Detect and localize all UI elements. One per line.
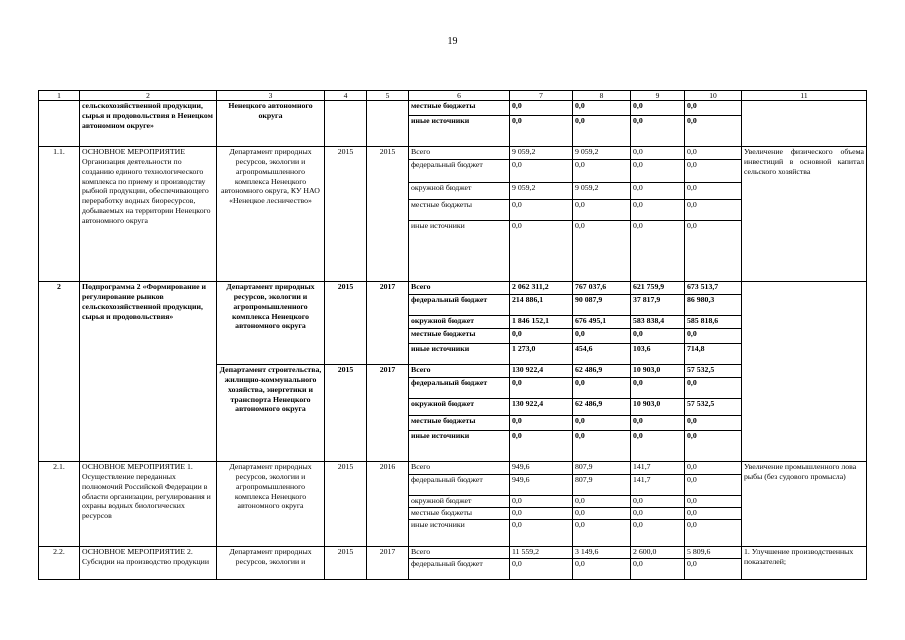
amount-cell: 214 886,1 xyxy=(510,295,573,316)
amount-cell: 1 846 152,1 xyxy=(510,316,573,329)
start-year-cell: 2015 xyxy=(325,282,367,365)
amount-cell: 0,0 xyxy=(510,101,573,116)
end-year-cell xyxy=(367,101,409,147)
header-cell: 6 xyxy=(409,91,510,101)
executor-cell: Ненецкого автономного округа xyxy=(217,101,325,147)
start-year-cell: 2015 xyxy=(325,365,367,462)
funding-source-cell: Всего xyxy=(409,147,510,160)
table-row xyxy=(39,101,867,116)
event-name-cell: ОСНОВНОЕ МЕРОПРИЯТИЕ Организация деятельности по созданию единого технологического комплекса по приему и производству рыбной продукции, обеспечивающего переработку водных биоресурсов, добываемых на территории Ненецкого автономного округа xyxy=(80,147,217,282)
amount-cell: 130 922,4 xyxy=(510,399,573,416)
amount-cell: 807,9 xyxy=(573,462,631,475)
amount-cell: 0,0 xyxy=(685,508,742,520)
end-year-cell: 2016 xyxy=(367,462,409,547)
amount-cell: 0,0 xyxy=(631,416,685,431)
header-row xyxy=(39,91,867,101)
funding-source-cell: иные источники xyxy=(409,431,510,462)
amount-cell: 0,0 xyxy=(631,329,685,344)
funding-source-cell: иные источники xyxy=(409,344,510,365)
amount-cell: 676 495,1 xyxy=(573,316,631,329)
funding-source-cell: Всего xyxy=(409,365,510,378)
amount-cell: 767 037,6 xyxy=(573,282,631,295)
funding-source-cell: Всего xyxy=(409,547,510,559)
row-number-cell: 2.1. xyxy=(39,462,80,547)
amount-cell: 0,0 xyxy=(631,183,685,200)
amount-cell: 2 600,0 xyxy=(631,547,685,559)
amount-cell: 0,0 xyxy=(573,520,631,547)
amount-cell: 10 903,0 xyxy=(631,399,685,416)
amount-cell: 0,0 xyxy=(573,378,631,399)
amount-cell: 0,0 xyxy=(631,160,685,183)
table-row xyxy=(39,462,867,475)
amount-cell: 0,0 xyxy=(573,416,631,431)
amount-cell: 621 759,9 xyxy=(631,282,685,295)
header-cell: 9 xyxy=(631,91,685,101)
amount-cell: 0,0 xyxy=(510,508,573,520)
executor-cell: Департамент природных ресурсов, экологии и xyxy=(217,547,325,580)
header-cell: 11 xyxy=(742,91,867,101)
amount-cell: 585 818,6 xyxy=(685,316,742,329)
amount-cell: 0,0 xyxy=(573,431,631,462)
funding-source-cell: иные источники xyxy=(409,116,510,147)
funding-source-cell: местные бюджеты xyxy=(409,508,510,520)
amount-cell: 0,0 xyxy=(510,329,573,344)
amount-cell: 454,6 xyxy=(573,344,631,365)
executor-cell: Департамент природных ресурсов, экологии и агропромышленного комплекса Ненецкого автономного округа, КУ НАО «Ненецкое лесничество» xyxy=(217,147,325,282)
amount-cell: 0,0 xyxy=(685,329,742,344)
amount-cell: 0,0 xyxy=(510,520,573,547)
amount-cell: 0,0 xyxy=(685,520,742,547)
start-year-cell: 2015 xyxy=(325,147,367,282)
amount-cell: 0,0 xyxy=(573,200,631,221)
amount-cell: 949,6 xyxy=(510,462,573,475)
amount-cell: 37 817,9 xyxy=(631,295,685,316)
funding-source-cell: иные источники xyxy=(409,221,510,282)
amount-cell: 5 809,6 xyxy=(685,547,742,559)
page-number: 19 xyxy=(447,36,458,47)
amount-cell: 0,0 xyxy=(631,101,685,116)
amount-cell: 0,0 xyxy=(631,496,685,508)
funding-source-cell: местные бюджеты xyxy=(409,200,510,221)
start-year-cell: 2015 xyxy=(325,547,367,580)
amount-cell: 0,0 xyxy=(573,116,631,147)
result-cell xyxy=(742,101,867,147)
amount-cell: 0,0 xyxy=(573,101,631,116)
funding-source-cell: окружной бюджет xyxy=(409,399,510,416)
funding-source-cell: окружной бюджет xyxy=(409,183,510,200)
amount-cell: 0,0 xyxy=(631,147,685,160)
amount-cell: 0,0 xyxy=(510,416,573,431)
amount-cell: 9 059,2 xyxy=(573,183,631,200)
amount-cell: 0,0 xyxy=(631,559,685,580)
amount-cell: 90 087,9 xyxy=(573,295,631,316)
amount-cell: 9 059,2 xyxy=(510,183,573,200)
amount-cell: 0,0 xyxy=(631,200,685,221)
event-name-cell: Подпрограмма 2 «Формирование и регулирование рынков сельскохозяйственной продукции, сырья и продовольствия» xyxy=(80,282,217,462)
funding-source-cell: федеральный бюджет xyxy=(409,295,510,316)
event-name-cell: ОСНОВНОЕ МЕРОПРИЯТИЕ 1. Осуществление переданных полномочий Российской Федерации в области организации, регулирования и охраны водных биологических ресурсов xyxy=(80,462,217,547)
amount-cell: 0,0 xyxy=(631,116,685,147)
table-row xyxy=(39,147,867,160)
end-year-cell: 2015 xyxy=(367,147,409,282)
start-year-cell: 2015 xyxy=(325,462,367,547)
amount-cell: 0,0 xyxy=(510,200,573,221)
result-cell xyxy=(742,282,867,462)
funding-source-cell: федеральный бюджет xyxy=(409,559,510,580)
amount-cell: 0,0 xyxy=(573,329,631,344)
amount-cell: 0,0 xyxy=(510,431,573,462)
amount-cell: 949,6 xyxy=(510,475,573,496)
funding-source-cell: окружной бюджет xyxy=(409,316,510,329)
amount-cell: 141,7 xyxy=(631,462,685,475)
amount-cell: 0,0 xyxy=(685,183,742,200)
amount-cell: 0,0 xyxy=(631,508,685,520)
funding-source-cell: федеральный бюджет xyxy=(409,475,510,496)
amount-cell: 9 059,2 xyxy=(573,147,631,160)
event-name-cell: сельскохозяйственной продукции, сырья и продовольствия в Ненецком автономном округе» xyxy=(80,101,217,147)
amount-cell: 0,0 xyxy=(685,200,742,221)
funding-source-cell: местные бюджеты xyxy=(409,101,510,116)
amount-cell: 0,0 xyxy=(685,378,742,399)
amount-cell: 0,0 xyxy=(685,147,742,160)
funding-source-cell: федеральный бюджет xyxy=(409,160,510,183)
row-number-cell: 2 xyxy=(39,282,80,462)
funding-source-cell: местные бюджеты xyxy=(409,329,510,344)
funding-source-cell: Всего xyxy=(409,282,510,295)
amount-cell: 10 903,0 xyxy=(631,365,685,378)
amount-cell: 130 922,4 xyxy=(510,365,573,378)
row-number-cell: 2.2. xyxy=(39,547,80,580)
funding-source-cell: иные источники xyxy=(409,520,510,547)
funding-source-cell: Всего xyxy=(409,462,510,475)
start-year-cell xyxy=(325,101,367,147)
amount-cell: 673 513,7 xyxy=(685,282,742,295)
table-row xyxy=(39,282,867,295)
amount-cell: 57 532,5 xyxy=(685,399,742,416)
amount-cell: 0,0 xyxy=(631,221,685,282)
amount-cell: 0,0 xyxy=(685,475,742,496)
end-year-cell: 2017 xyxy=(367,547,409,580)
amount-cell: 62 486,9 xyxy=(573,399,631,416)
result-cell: Увеличение промышленного лова рыбы (без судового промысла) xyxy=(742,462,867,547)
executor-cell: Департамент природных ресурсов, экологии и агропромышленного комплекса Ненецкого автономного округа xyxy=(217,282,325,365)
amount-cell: 0,0 xyxy=(685,160,742,183)
result-cell: 1. Улучшение производственных показателей; xyxy=(742,547,867,580)
header-cell: 5 xyxy=(367,91,409,101)
header-cell: 4 xyxy=(325,91,367,101)
amount-cell: 0,0 xyxy=(510,160,573,183)
row-number-cell xyxy=(39,101,80,147)
row-number-cell: 1.1. xyxy=(39,147,80,282)
amount-cell: 0,0 xyxy=(573,496,631,508)
amount-cell: 62 486,9 xyxy=(573,365,631,378)
amount-cell: 11 559,2 xyxy=(510,547,573,559)
amount-cell: 9 059,2 xyxy=(510,147,573,160)
amount-cell: 714,8 xyxy=(685,344,742,365)
amount-cell: 0,0 xyxy=(685,416,742,431)
funding-source-cell: окружной бюджет xyxy=(409,496,510,508)
amount-cell: 0,0 xyxy=(685,431,742,462)
amount-cell: 807,9 xyxy=(573,475,631,496)
amount-cell: 0,0 xyxy=(685,559,742,580)
amount-cell: 0,0 xyxy=(573,508,631,520)
header-cell: 3 xyxy=(217,91,325,101)
amount-cell: 0,0 xyxy=(685,101,742,116)
amount-cell: 0,0 xyxy=(631,378,685,399)
amount-cell: 0,0 xyxy=(685,496,742,508)
amount-cell: 141,7 xyxy=(631,475,685,496)
end-year-cell: 2017 xyxy=(367,282,409,365)
amount-cell: 103,6 xyxy=(631,344,685,365)
executor-cell: Департамент природных ресурсов, экологии и агропромышленного комплекса Ненецкого автономного округа xyxy=(217,462,325,547)
amount-cell: 0,0 xyxy=(685,462,742,475)
amount-cell: 0,0 xyxy=(631,431,685,462)
amount-cell: 57 532,5 xyxy=(685,365,742,378)
executor-cell: Департамент строительства, жилищно-коммунального хозяйства, энергетики и транспорта Ненецкого автономного округа xyxy=(217,365,325,462)
amount-cell: 0,0 xyxy=(510,116,573,147)
funding-source-cell: местные бюджеты xyxy=(409,416,510,431)
event-name-cell: ОСНОВНОЕ МЕРОПРИЯТИЕ 2. Субсидии на производство продукции xyxy=(80,547,217,580)
amount-cell: 0,0 xyxy=(573,559,631,580)
amount-cell: 0,0 xyxy=(510,221,573,282)
header-cell: 8 xyxy=(573,91,631,101)
header-cell: 2 xyxy=(80,91,217,101)
amount-cell: 0,0 xyxy=(573,160,631,183)
amount-cell: 86 980,3 xyxy=(685,295,742,316)
amount-cell: 0,0 xyxy=(685,116,742,147)
program-table xyxy=(38,90,867,580)
funding-source-cell: федеральный бюджет xyxy=(409,378,510,399)
end-year-cell: 2017 xyxy=(367,365,409,462)
result-cell: Увеличение физического объема инвестиций в основной капитал сельского хозяйства xyxy=(742,147,867,282)
amount-cell: 0,0 xyxy=(685,221,742,282)
amount-cell: 1 273,0 xyxy=(510,344,573,365)
amount-cell: 2 062 311,2 xyxy=(510,282,573,295)
amount-cell: 0,0 xyxy=(510,378,573,399)
amount-cell: 0,0 xyxy=(510,559,573,580)
amount-cell: 0,0 xyxy=(510,496,573,508)
table-row xyxy=(39,547,867,559)
header-cell: 7 xyxy=(510,91,573,101)
amount-cell: 0,0 xyxy=(573,221,631,282)
amount-cell: 0,0 xyxy=(631,520,685,547)
header-cell: 10 xyxy=(685,91,742,101)
header-cell: 1 xyxy=(39,91,80,101)
amount-cell: 3 149,6 xyxy=(573,547,631,559)
amount-cell: 583 838,4 xyxy=(631,316,685,329)
